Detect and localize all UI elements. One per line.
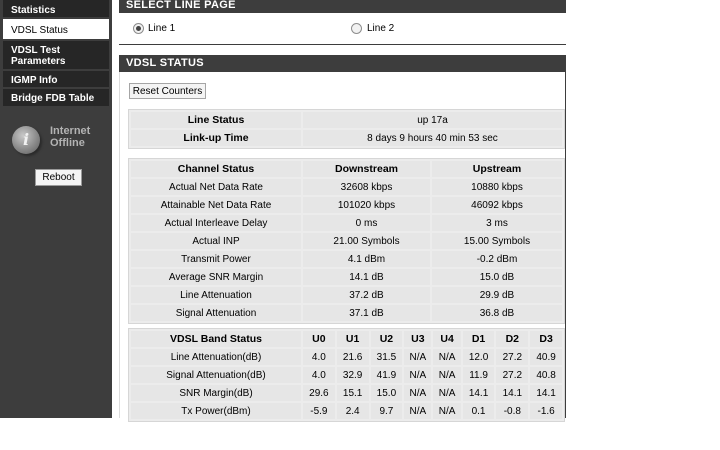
downstream-value: 101020 kbps xyxy=(303,197,430,213)
band-value: 2.4 xyxy=(337,403,369,419)
table-row xyxy=(131,215,562,231)
vdsl-band-status-table xyxy=(128,328,565,422)
table-row xyxy=(131,287,562,303)
upstream-value: 15.0 dB xyxy=(432,269,562,285)
band-value: 15.0 xyxy=(371,385,403,401)
row-label: Average SNR Margin xyxy=(131,269,301,285)
internet-status-line2: Offline xyxy=(50,137,85,149)
sidebar-item-vdsl-test-parameters[interactable] xyxy=(3,41,109,71)
band-value: 31.5 xyxy=(371,349,403,365)
band-value: 0.1 xyxy=(463,403,495,419)
table-row xyxy=(131,112,562,128)
column-header: Channel Status xyxy=(131,161,301,177)
row-label: Signal Attenuation xyxy=(131,305,301,321)
band-value: 14.1 xyxy=(530,385,562,401)
downstream-value: 32608 kbps xyxy=(303,179,430,195)
column-header: U0 xyxy=(303,331,335,347)
table-row xyxy=(131,197,562,213)
column-header: U4 xyxy=(433,331,460,347)
table-row xyxy=(131,130,562,146)
line-2-label[interactable]: Line 2 xyxy=(367,23,395,34)
column-header: D1 xyxy=(463,331,495,347)
upstream-value: 10880 kbps xyxy=(432,179,562,195)
band-value: 27.2 xyxy=(496,367,528,383)
downstream-value: 4.1 dBm xyxy=(303,251,430,267)
table-row xyxy=(131,403,562,419)
band-value: 4.0 xyxy=(303,367,335,383)
band-value: 14.1 xyxy=(463,385,495,401)
line-status-value: up 17a xyxy=(303,112,562,128)
column-header: D2 xyxy=(496,331,528,347)
reset-counters-button[interactable]: Reset Counters xyxy=(129,83,206,99)
band-value: 41.9 xyxy=(371,367,403,383)
internet-status-line1: Internet xyxy=(50,125,91,137)
band-value: 29.6 xyxy=(303,385,335,401)
line-1-radio[interactable] xyxy=(133,23,144,34)
sidebar-item-statistics[interactable] xyxy=(3,0,109,19)
sidebar xyxy=(0,0,112,418)
upstream-value: 29.9 dB xyxy=(432,287,562,303)
band-value: 15.1 xyxy=(337,385,369,401)
table-row xyxy=(131,367,562,383)
band-value: 21.6 xyxy=(337,349,369,365)
row-label: Attainable Net Data Rate xyxy=(131,197,301,213)
band-value: -1.6 xyxy=(530,403,562,419)
line-2-radio[interactable] xyxy=(351,23,362,34)
band-value: N/A xyxy=(433,385,460,401)
band-value: 12.0 xyxy=(463,349,495,365)
sidebar-item-label: IGMP Info xyxy=(11,75,58,86)
band-value: N/A xyxy=(433,367,460,383)
internet-status-text xyxy=(50,125,90,149)
column-header: D3 xyxy=(530,331,562,347)
sidebar-item-label: Bridge FDB Table xyxy=(11,93,95,104)
upstream-value: 15.00 Symbols xyxy=(432,233,562,249)
sidebar-item-bridge-fdb-table[interactable] xyxy=(3,89,109,108)
band-value: -0.8 xyxy=(496,403,528,419)
band-value: 40.9 xyxy=(530,349,562,365)
upstream-value: 46092 kbps xyxy=(432,197,562,213)
band-value: -5.9 xyxy=(303,403,335,419)
link-up-time-value: 8 days 9 hours 40 min 53 sec xyxy=(303,130,562,146)
row-label: Tx Power(dBm) xyxy=(131,403,301,419)
upstream-value: 3 ms xyxy=(432,215,562,231)
row-label: Line Attenuation xyxy=(131,287,301,303)
column-header: U3 xyxy=(404,331,431,347)
column-header: Downstream xyxy=(303,161,430,177)
internet-status xyxy=(10,125,110,157)
band-value: N/A xyxy=(404,349,431,365)
downstream-value: 37.2 dB xyxy=(303,287,430,303)
downstream-value: 0 ms xyxy=(303,215,430,231)
link-up-time-label: Link-up Time xyxy=(131,130,301,146)
row-label: Line Attenuation(dB) xyxy=(131,349,301,365)
table-row xyxy=(131,385,562,401)
row-label: Actual Net Data Rate xyxy=(131,179,301,195)
sidebar-item-label: VDSL Test Parameters xyxy=(11,45,66,67)
line-1-label[interactable]: Line 1 xyxy=(148,23,176,34)
reboot-button[interactable]: Reboot xyxy=(35,169,82,186)
upstream-value: 36.8 dB xyxy=(432,305,562,321)
row-label: Transmit Power xyxy=(131,251,301,267)
downstream-value: 21.00 Symbols xyxy=(303,233,430,249)
info-icon: i xyxy=(12,126,40,154)
upstream-value: -0.2 dBm xyxy=(432,251,562,267)
band-value: N/A xyxy=(404,403,431,419)
channel-status-table xyxy=(128,158,565,324)
table-header-row xyxy=(131,161,562,177)
band-value: N/A xyxy=(433,403,460,419)
row-label: SNR Margin(dB) xyxy=(131,385,301,401)
line-status-table xyxy=(128,109,565,149)
sidebar-item-label: Statistics xyxy=(11,5,56,16)
vdsl-status-header: VDSL STATUS xyxy=(119,55,566,72)
sidebar-item-igmp-info[interactable] xyxy=(3,71,109,89)
table-row xyxy=(131,305,562,321)
table-row xyxy=(131,349,562,365)
band-value: 32.9 xyxy=(337,367,369,383)
row-label: Actual INP xyxy=(131,233,301,249)
table-row xyxy=(131,233,562,249)
band-value: 9.7 xyxy=(371,403,403,419)
band-value: 27.2 xyxy=(496,349,528,365)
column-header: VDSL Band Status xyxy=(131,331,301,347)
band-value: N/A xyxy=(404,367,431,383)
row-label: Signal Attenuation(dB) xyxy=(131,367,301,383)
band-value: 14.1 xyxy=(496,385,528,401)
band-value: 40.8 xyxy=(530,367,562,383)
select-line-page-header: SELECT LINE PAGE xyxy=(119,0,566,13)
column-header: U1 xyxy=(337,331,369,347)
column-header: Upstream xyxy=(432,161,562,177)
table-row xyxy=(131,251,562,267)
table-row xyxy=(131,269,562,285)
table-header-row xyxy=(131,331,562,347)
band-value: 11.9 xyxy=(463,367,495,383)
downstream-value: 14.1 dB xyxy=(303,269,430,285)
downstream-value: 37.1 dB xyxy=(303,305,430,321)
sidebar-item-vdsl-status[interactable] xyxy=(3,19,109,41)
band-value: N/A xyxy=(404,385,431,401)
band-value: 4.0 xyxy=(303,349,335,365)
line-status-label: Line Status xyxy=(131,112,301,128)
line-select-box xyxy=(119,13,566,45)
band-value: N/A xyxy=(433,349,460,365)
column-header: U2 xyxy=(371,331,403,347)
row-label: Actual Interleave Delay xyxy=(131,215,301,231)
sidebar-item-label: VDSL Status xyxy=(11,25,68,36)
table-row xyxy=(131,179,562,195)
